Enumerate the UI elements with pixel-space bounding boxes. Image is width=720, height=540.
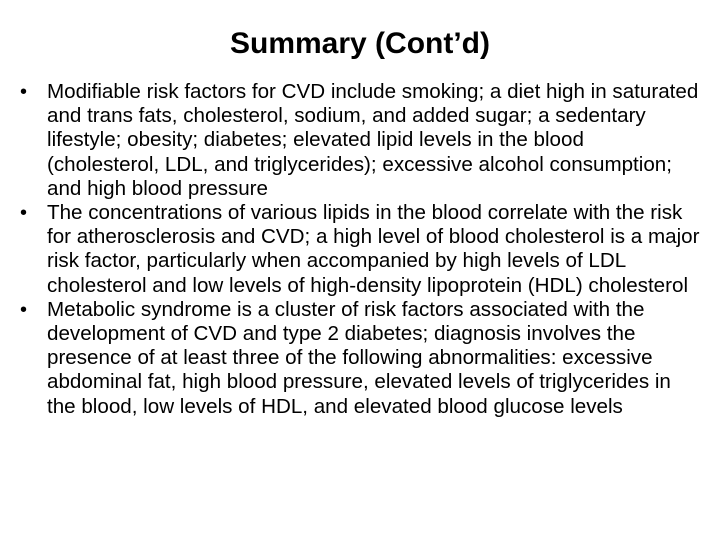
bullet-text: The concentrations of various lipids in the blood correlate with the risk for atherosclerosis and CVD; a high level of blood cholesterol is a major risk factor, particularly when accompanied by high levels of LDL cholesterol and low levels of high-density lipoprotein (HDL) cholesterol [47,201,700,297]
bullet-item [20,80,700,201]
bullet-list [20,80,700,419]
bullet-item [20,298,700,419]
bullet-item [20,201,700,298]
slide-title: Summary (Cont’d) [229,27,490,60]
bullet-dot-icon: • [20,298,28,321]
bullet-dot-icon: • [20,202,28,225]
bullet-text: Modifiable risk factors for CVD include smoking; a diet high in saturated and trans fats, cholesterol, sodium, and added sugar; a sedentary lifestyle; obesity; diabetes; elevated lipid levels in the blood (cholesterol, LDL, and triglycerides); excessive alcohol consumption; and high blood pressure [47,80,699,200]
bullet-dot-icon: • [20,81,28,103]
bullet-text: Metabolic syndrome is a cluster of risk factors associated with the development of CVD and type 2 diabetes; diagnosis involves the presence of at least three of the following abnormalities: excessive abdominal fat, high blood pressure, elevated levels of triglycerides in the blood, low levels of HDL, and elevated blood glucose levels [47,297,671,418]
